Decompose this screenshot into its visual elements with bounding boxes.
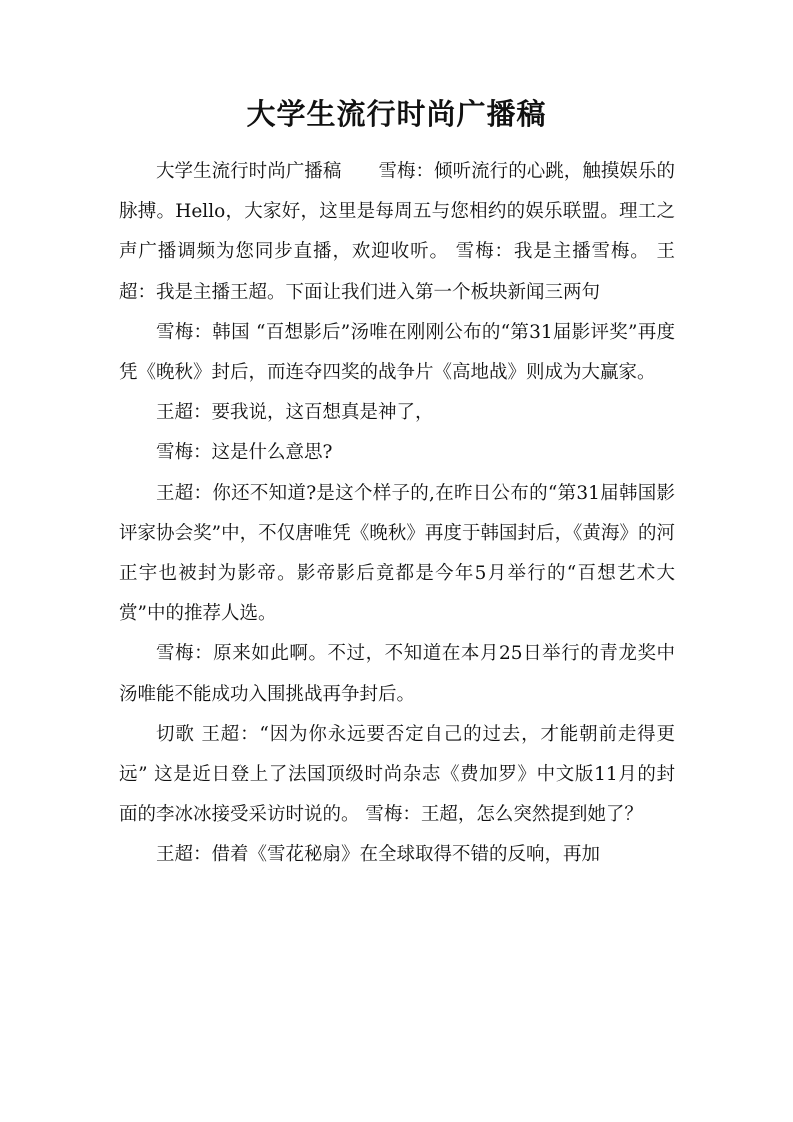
paragraph-4: 雪梅：这是什么意思? bbox=[156, 442, 333, 464]
paragraph-2: 雪梅：韩国 “百想影后”汤唯在刚刚公布的“第31届影评奖”再度凭《晚秋》封后，而连夺四奖的战争片《高地战》则成为大赢家。 bbox=[119, 321, 675, 384]
document-title: 大学生流行时尚广播稿 bbox=[246, 97, 547, 131]
paragraph-7: 切歌 王超：“因为你永远要否定自己的过去，才能朝前走得更远” 这是近日登上了法国顶级时尚杂志《费加罗》中文版11月的封面的李冰冰接受采访时说的。 雪梅：王超，怎么突然提到她了？ bbox=[119, 723, 675, 826]
document-body bbox=[119, 152, 675, 876]
paragraph-1: 大学生流行时尚广播稿 雪梅：倾听流行的心跳，触摸娱乐的脉搏。Hello，大家好，这里是每周五与您相约的娱乐联盟。理工之声广播调频为您同步直播，欢迎收听。 雪梅：我是主播雪梅。 王超：我是主播王超。下面让我们进入第一个板块新闻三两句 bbox=[119, 161, 675, 303]
paragraph-5: 王超：你还不知道?是这个样子的,在昨日公布的“第31届韩国影评家协会奖”中，不仅唐唯凭《晚秋》再度于韩国封后，《黄海》的河正宇也被封为影帝。影帝影后竟都是今年5月举行的“百想艺术大赏”中的推荐人选。 bbox=[119, 482, 675, 625]
paragraph-6: 雪梅：原来如此啊。不过，不知道在本月25日举行的青龙奖中汤唯能不能成功入围挑战再争封后。 bbox=[119, 643, 675, 705]
paragraph-8: 王超：借着《雪花秘扇》在全球取得不错的反响，再加 bbox=[156, 844, 601, 866]
paragraph-3: 王超：要我说，这百想真是神了， bbox=[156, 402, 434, 424]
